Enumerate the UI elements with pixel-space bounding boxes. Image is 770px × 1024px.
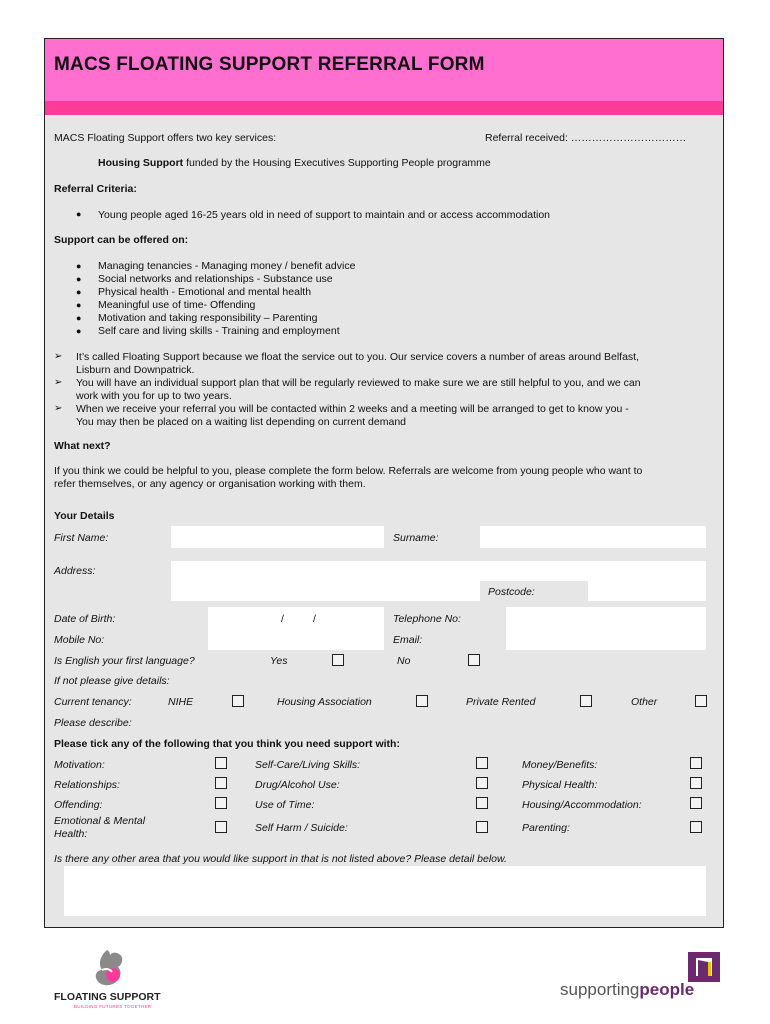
other-area-question: Is there any other area that you would like support in that is not listed above? Please detail below. [54, 853, 507, 865]
english-no-checkbox[interactable] [468, 654, 480, 666]
need-label: Relationships: [54, 779, 120, 791]
no-label: No [397, 655, 411, 667]
arrow-item-line: work with you for up to two years. [76, 390, 232, 402]
need-label: Drug/Alcohol Use: [255, 779, 340, 791]
need-label: Money/Benefits: [522, 759, 598, 771]
telephone-label: Telephone No: [393, 613, 461, 625]
floating-support-text: FLOATING SUPPORT [54, 991, 161, 1003]
housing-support-bold: Housing Support [98, 157, 184, 169]
other-area-field[interactable] [64, 866, 706, 916]
sp-wordmark [560, 980, 694, 1000]
sp-logo-square [688, 952, 720, 982]
need-checkbox[interactable] [215, 821, 227, 833]
arrow-item-line: It’s called Floating Support because we float the service out to you. Our service covers a number of areas around Belfast, [76, 351, 640, 363]
need-label: Parenting: [522, 822, 570, 834]
arrow-item-line: You will have an individual support plan that will be regularly reviewed to make sure we are still helpful to you, and we can [76, 377, 641, 389]
building-futures-text: BUILDING FUTURES TOGETHER [74, 1004, 152, 1009]
first-name-label: First Name: [54, 532, 109, 544]
bullet-icon: ● [76, 274, 82, 284]
current-tenancy-label: Current tenancy: [54, 696, 132, 708]
nihe-label: NIHE [168, 696, 194, 708]
housing-association-checkbox[interactable] [416, 695, 428, 707]
support-heading: Support can be offered on: [54, 234, 189, 246]
bullet-icon: ● [76, 326, 82, 336]
floating-support-logo [50, 948, 180, 1012]
private-rented-label: Private Rented [466, 696, 536, 708]
nihe-checkbox[interactable] [232, 695, 244, 707]
bullet-icon: ● [76, 313, 82, 323]
need-label: Use of Time: [255, 799, 315, 811]
need-label: Emotional & Mental [54, 815, 146, 827]
your-details-heading: Your Details [54, 510, 115, 522]
arrow-bullet-icon: ➢ [54, 377, 63, 388]
what-next-heading: What next? [54, 440, 111, 452]
intro-text: MACS Floating Support offers two key services: [54, 132, 277, 144]
need-checkbox[interactable] [690, 821, 702, 833]
other-tenancy-checkbox[interactable] [695, 695, 707, 707]
need-label: Physical Health: [522, 779, 598, 791]
telephone-field[interactable] [506, 607, 706, 650]
arrow-item-line: You may then be placed on a waiting list depending on current demand [76, 416, 407, 428]
criteria-heading: Referral Criteria: [54, 183, 137, 195]
dob-separator: / [313, 613, 316, 625]
support-item: Managing tenancies - Managing money / benefit advice [98, 260, 356, 272]
needs-heading: Please tick any of the following that you think you need support with: [54, 738, 400, 750]
need-checkbox[interactable] [215, 797, 227, 809]
need-label-line2: Health: [54, 828, 88, 840]
arrow-item-line: Lisburn and Downpatrick. [76, 364, 195, 376]
surname-field[interactable] [480, 526, 706, 548]
criteria-item: Young people aged 16-25 years old in need of support to maintain and or access accommodation [98, 209, 550, 221]
dob-field[interactable] [208, 607, 384, 650]
need-label: Motivation: [54, 759, 105, 771]
if-not-label: If not please give details: [54, 675, 170, 687]
need-label: Offending: [54, 799, 103, 811]
need-checkbox[interactable] [476, 757, 488, 769]
need-label: Self Harm / Suicide: [255, 822, 348, 834]
bullet-icon: ● [76, 209, 82, 219]
arrow-item-line: When we receive your referral you will be contacted within 2 weeks and a meeting will be arranged to get to know you - [76, 403, 629, 415]
support-item: Physical health - Emotional and mental health [98, 286, 312, 298]
need-checkbox[interactable] [690, 777, 702, 789]
bullet-icon: ● [76, 300, 82, 310]
door-icon [688, 952, 720, 982]
need-checkbox[interactable] [476, 797, 488, 809]
need-label: Self-Care/Living Skills: [255, 759, 361, 771]
surname-label: Surname: [393, 532, 439, 544]
english-question: Is English your first language? [54, 655, 195, 667]
bullet-icon: ● [76, 261, 82, 271]
need-checkbox[interactable] [215, 757, 227, 769]
header-strip [45, 101, 723, 115]
bullet-icon: ● [76, 287, 82, 297]
address-label: Address: [54, 565, 96, 577]
what-next-line: refer themselves, or any agency or organisation working with them. [54, 478, 366, 490]
form-title: MACS FLOATING SUPPORT REFERRAL FORM [54, 54, 485, 75]
support-item: Social networks and relationships - Substance use [98, 273, 333, 285]
referral-received: Referral received: …………………………… [485, 132, 687, 144]
email-label: Email: [393, 634, 423, 646]
housing-support-line [98, 157, 491, 170]
support-item: Self care and living skills - Training and employment [98, 325, 340, 337]
what-next-line: If you think we could be helpful to you, please complete the form below. Referrals are welcome from young people who want to [54, 465, 643, 477]
arrow-bullet-icon: ➢ [54, 351, 63, 362]
housing-association-label: Housing Association [277, 696, 372, 708]
first-name-field[interactable] [171, 526, 384, 548]
arrow-bullet-icon: ➢ [54, 403, 63, 414]
dob-separator: / [281, 613, 284, 625]
need-checkbox[interactable] [476, 821, 488, 833]
postcode-label: Postcode: [488, 586, 535, 598]
need-checkbox[interactable] [215, 777, 227, 789]
private-rented-checkbox[interactable] [580, 695, 592, 707]
mobile-label: Mobile No: [54, 634, 105, 646]
sp-word-supporting: supporting [560, 980, 640, 999]
yes-label: Yes [270, 655, 288, 667]
support-item: Meaningful use of time- Offending [98, 299, 256, 311]
housing-support-rest: funded by the Housing Executives Supporting People programme [183, 157, 491, 169]
need-checkbox[interactable] [476, 777, 488, 789]
supporting-people-logo [560, 950, 730, 1006]
other-tenancy-label: Other [631, 696, 658, 708]
please-describe-label: Please describe: [54, 717, 132, 729]
dob-label: Date of Birth: [54, 613, 116, 625]
support-item: Motivation and taking responsibility – Parenting [98, 312, 318, 324]
need-label: Housing/Accommodation: [522, 799, 642, 811]
postcode-field[interactable] [588, 581, 706, 601]
english-yes-checkbox[interactable] [332, 654, 344, 666]
sp-word-people: people [639, 980, 695, 999]
need-checkbox[interactable] [690, 797, 702, 809]
need-checkbox[interactable] [690, 757, 702, 769]
